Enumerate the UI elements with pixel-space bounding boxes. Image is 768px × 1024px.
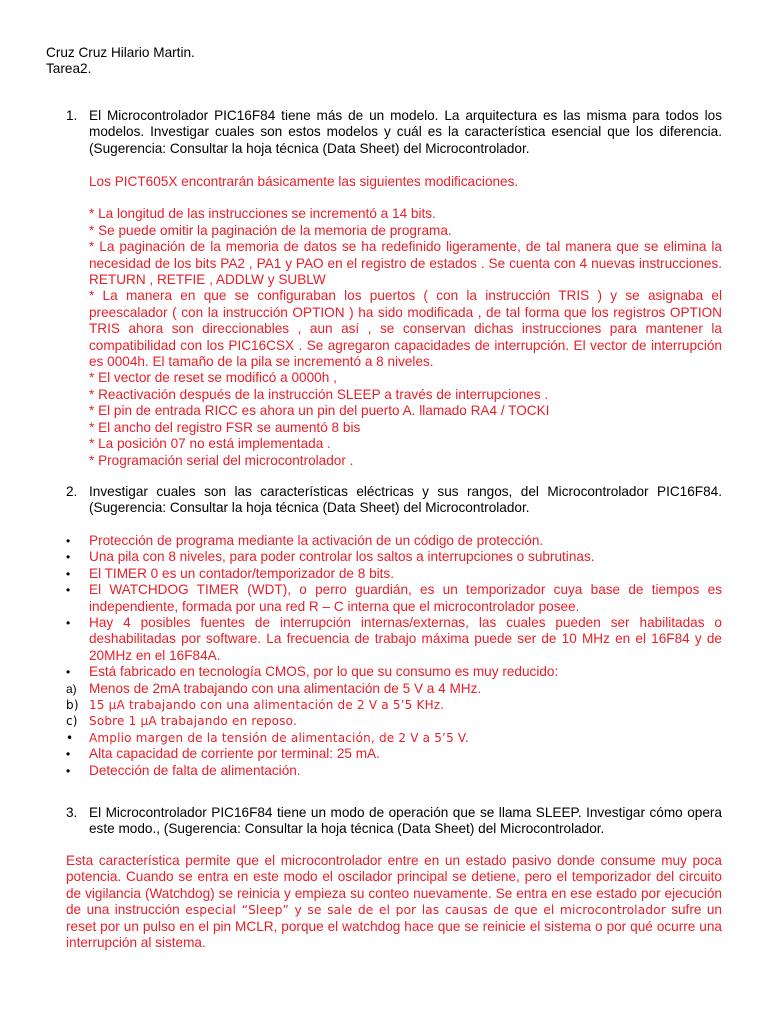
list-item-text: 15 μA trabajando con una alimentación de 2 V a 5’5 KHz. (89, 698, 445, 713)
list-item-text: Sobre 1 μA trabajando en reposo. (89, 714, 297, 729)
spacer (89, 190, 722, 206)
list-item (66, 746, 722, 762)
list-item (66, 713, 722, 729)
bullet-marker: • (66, 763, 71, 778)
answer-intro: Los PICT605X encontrarán básicamente las siguientes modificaciones. (89, 174, 519, 189)
bullet-marker: • (66, 730, 74, 745)
list-item (66, 533, 722, 549)
bullet-marker: b) (66, 698, 79, 713)
answer-item: * El ancho del registro FSR se aumentó 8 bis (89, 419, 361, 435)
bullet-marker: • (66, 616, 71, 631)
bullet-marker: • (66, 665, 71, 680)
list-item (66, 615, 722, 664)
question-3 (66, 805, 722, 838)
list-item-text: Protección de programa mediante la activación de un código de protección. (89, 533, 544, 548)
answer-item: * El vector de reset se modificó a 0000h , (89, 370, 337, 386)
bullet-marker: • (66, 583, 71, 598)
answer-item: * La longitud de las instrucciones se incrementó a 14 bits. (89, 206, 436, 222)
answer-item: * El pin de entrada RICC es ahora un pin del puerto A. llamado RA4 / TOCKI (89, 403, 550, 419)
list-item-text: Está fabricado en tecnología CMOS, por lo que su consumo es muy reducido: (89, 664, 559, 680)
list-item (66, 549, 722, 565)
author-name: Cruz Cruz Hilario Martin. (46, 45, 195, 60)
answer-item: * Se puede omitir la paginación de la memoria de programa. (89, 222, 452, 238)
bullet-marker: • (66, 550, 71, 565)
answer-item: * La posición 07 no está implementada . (89, 436, 331, 452)
list-item-text: Una pila con 8 niveles, para poder controlar los saltos a interrupciones o subrutinas. (89, 549, 595, 565)
bullet-marker: a) (66, 681, 77, 696)
list-item (66, 763, 722, 779)
answer-text: Esta característica permite que el microcontrolador entre en un estado pasivo donde consume muy poca potencia. Cuando se entra en este modo el oscilador principal se detiene, pero el temporizador del circuito de vigilancia (Watchdog) se reinicia y empieza su conteo nuevamente. Se entra en ese estado por ejecución de una instrucción (66, 853, 722, 918)
list-item (66, 730, 722, 746)
answer-text: sufre un reset por un pulso en el pin MCLR, porque el watchdog hace que se reinicie el sistema o por qué ocurre una interrupción al sistema. (66, 902, 722, 951)
answer-item: * Programación serial del microcontrolador . (89, 452, 354, 468)
list-item-text: Menos de 2mA trabajando con una alimentación de 5 V a 4 MHz. (89, 680, 482, 696)
list-item (66, 681, 722, 697)
bullet-marker: c) (66, 714, 78, 729)
list-item-text: Amplio margen de la tensión de alimentación, de 2 V a 5’5 V. (89, 730, 469, 745)
list-item (66, 582, 722, 615)
answer-3 (66, 853, 722, 951)
document-header (46, 45, 195, 78)
question-text: Investigar cuales son las características eléctricas y sus rangos, del Microcontrolador PIC16F84. (Sugerencia: Consultar la hoja técnica (Data Sheet) del Microcontrolador. (89, 484, 722, 516)
question-text: El Microcontrolador PIC16F84 tiene un modo de operación que se llama SLEEP. Investigar cómo opera este modo., (Sugerencia: Consultar la hoja técnica (Data Sheet) del Microcontrolador. (89, 805, 722, 837)
question-1 (66, 108, 722, 157)
question-text: El Microcontrolador PIC16F84 tiene más de un modelo. La arquitectura es las misma para todos los modelos. Investigar cuales son estos modelos y cuál es la característica esencial que los diferencia. (Sugerencia: Consultar la hoja técnica (Data Sheet) del Microcontrolador. (89, 108, 722, 156)
bullet-marker: • (66, 747, 71, 762)
question-number: 3. (66, 805, 78, 820)
answer-1 (89, 174, 722, 469)
bullet-marker: • (66, 534, 71, 548)
list-item-text: Hay 4 posibles fuentes de interrupción internas/externas, las cuales pueden ser habilitadas o deshabilitadas por software. La frecuencia de trabajo máxima puede ser de 10 MHz en el 16F84 y de 20MHz en el 16F84A. (89, 615, 722, 663)
bullet-marker: • (66, 566, 71, 581)
answer-text-alt-font: especial “Sleep” y se sale de el por las causas de que el microcontrolador (185, 902, 666, 918)
answer-item: * Reactivación después de la instrucción SLEEP a través de interrupciones . (89, 386, 549, 402)
list-item (66, 664, 722, 680)
list-item-text: Alta capacidad de corriente por terminal: 25 mA. (89, 746, 380, 762)
question-number: 2. (66, 484, 78, 499)
list-item-text: Detección de falta de alimentación. (89, 762, 301, 778)
answer-item: * La manera en que se configuraban los puertos ( con la instrucción TRIS ) y se asignaba el preescalador ( con la instrucción OPTION ) ha sido modificada , de tal forma que los registros OPTION TRIS ahora son direccionables , aun así , se conservan dichas instrucciones para mantener la compatibilidad con los PIC16CSX . Se agregaron capacidades de interrupción. El vector de interrupción es 0004h. El tamaño de la pila se incrementó a 8 niveles. (89, 288, 722, 370)
assignment-title: Tarea2. (46, 61, 92, 77)
list-item-text: El TIMER 0 es un contador/temporizador de 8 bits. (89, 565, 395, 581)
list-item (66, 697, 722, 713)
list-item (66, 566, 722, 582)
question-number: 1. (66, 108, 78, 123)
list-item-text: El WATCHDOG TIMER (WDT), o perro guardián, es un temporizador cuya base de tiempos es independiente, formada por una red R – C interna que el microcontrolador posee. (89, 582, 722, 614)
answer-item: * La paginación de la memoria de datos se ha redefinido ligeramente, de tal manera que se elimina la necesidad de los bits PA2 , PA1 y PAO en el registro de estados . Se cuenta con 4 nuevas instrucciones. RETURN , RETFIE , ADDLW y SUBLW (89, 239, 722, 288)
question-2 (66, 484, 722, 517)
answer-2-list (66, 533, 722, 779)
